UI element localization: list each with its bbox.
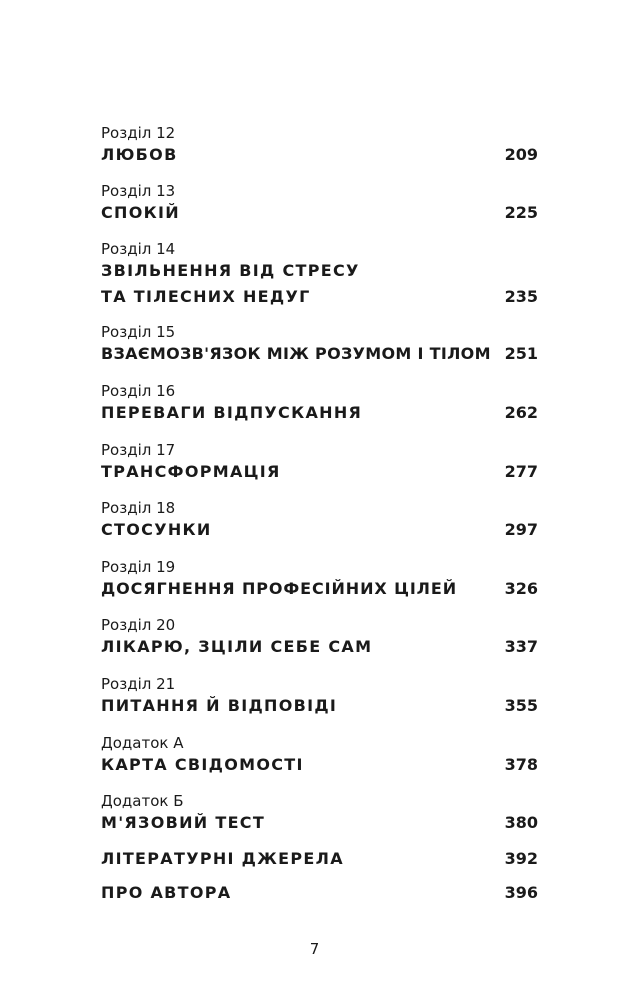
chapter-title: М'ЯЗОВИЙ ТЕСТ — [101, 813, 266, 832]
chapter-label: Розділ 17 — [101, 441, 176, 459]
toc-row — [101, 880, 538, 906]
chapter-label: Розділ 14 — [101, 240, 176, 258]
toc-entry-chapter-20 — [101, 616, 538, 660]
toc-entry-appendix-b — [101, 792, 538, 836]
toc-row — [101, 142, 538, 168]
chapter-label: Розділ 20 — [101, 616, 176, 634]
page-number: 7 — [309, 940, 320, 958]
page-ref: 235 — [504, 287, 538, 306]
toc-entry-chapter-15 — [101, 323, 538, 367]
toc-row — [101, 634, 538, 660]
toc-row — [101, 200, 538, 226]
chapter-title: ТА ТІЛЕСНИХ НЕДУГ — [101, 287, 311, 306]
appendix-label: Додаток Б — [101, 792, 184, 810]
chapter-label: Розділ 21 — [101, 675, 176, 693]
toc-entry-chapter-17 — [101, 441, 538, 485]
page-ref: 209 — [504, 145, 538, 164]
page-ref: 396 — [504, 883, 538, 902]
toc-row — [101, 752, 538, 778]
chapter-label: Розділ 16 — [101, 382, 176, 400]
toc-row — [101, 810, 538, 836]
toc-entry-chapter-13 — [101, 182, 538, 226]
chapter-label: Розділ 18 — [101, 499, 176, 517]
page-ref: 380 — [504, 813, 538, 832]
page-ref: 378 — [504, 755, 538, 774]
chapter-title: ДОСЯГНЕННЯ ПРОФЕСІЙНИХ ЦІЛЕЙ — [101, 579, 457, 598]
chapter-label: Розділ 15 — [101, 323, 176, 341]
chapter-title: ПРО АВТОРА — [101, 883, 232, 902]
chapter-title: ЛЮБОВ — [101, 145, 178, 164]
toc-row — [101, 576, 538, 602]
chapter-title: ТРАНСФОРМАЦІЯ — [101, 462, 281, 481]
chapter-title: ВЗАЄМОЗВ'ЯЗОК МІЖ РОЗУМОМ І ТІЛОМ — [101, 344, 491, 363]
toc-entry-chapter-16 — [101, 382, 538, 426]
page-ref: 297 — [504, 520, 538, 539]
chapter-label: Розділ 12 — [101, 124, 176, 142]
toc-row — [101, 846, 538, 872]
toc-entry-chapter-14 — [101, 240, 538, 310]
page-ref: 277 — [504, 462, 538, 481]
chapter-title: СТОСУНКИ — [101, 520, 212, 539]
chapter-title: ПЕРЕВАГИ ВІДПУСКАННЯ — [101, 403, 363, 422]
appendix-label: Додаток А — [101, 734, 184, 752]
toc-entry-chapter-12 — [101, 124, 538, 168]
page-ref: 262 — [504, 403, 538, 422]
toc-entry-chapter-18 — [101, 499, 538, 543]
chapter-title: СПОКІЙ — [101, 203, 180, 222]
page-ref: 251 — [504, 344, 538, 363]
toc-row — [101, 400, 538, 426]
toc-row — [101, 693, 538, 719]
chapter-label: Розділ 19 — [101, 558, 176, 576]
toc-entry-references — [101, 846, 538, 872]
page-ref: 392 — [504, 849, 538, 868]
toc-entry-chapter-19 — [101, 558, 538, 602]
chapter-title: КАРТА СВІДОМОСТІ — [101, 755, 304, 774]
toc-entry-chapter-21 — [101, 675, 538, 719]
toc-row — [101, 459, 538, 485]
toc-row — [101, 341, 538, 367]
page-ref: 337 — [504, 637, 538, 656]
toc-entry-appendix-a — [101, 734, 538, 778]
toc-row — [101, 284, 538, 310]
toc-row — [101, 517, 538, 543]
toc-entry-about-author — [101, 880, 538, 906]
chapter-title: ЛІТЕРАТУРНІ ДЖЕРЕЛА — [101, 849, 344, 868]
chapter-title: ПИТАННЯ Й ВІДПОВІДІ — [101, 696, 338, 715]
page-ref: 225 — [504, 203, 538, 222]
chapter-title: ЛІКАРЮ, ЗЦІЛИ СЕБЕ САМ — [101, 637, 373, 656]
chapter-title-line-1: ЗВІЛЬНЕННЯ ВІД СТРЕСУ — [101, 261, 360, 280]
page-ref: 355 — [504, 696, 538, 715]
chapter-label: Розділ 13 — [101, 182, 176, 200]
page-ref: 326 — [504, 579, 538, 598]
